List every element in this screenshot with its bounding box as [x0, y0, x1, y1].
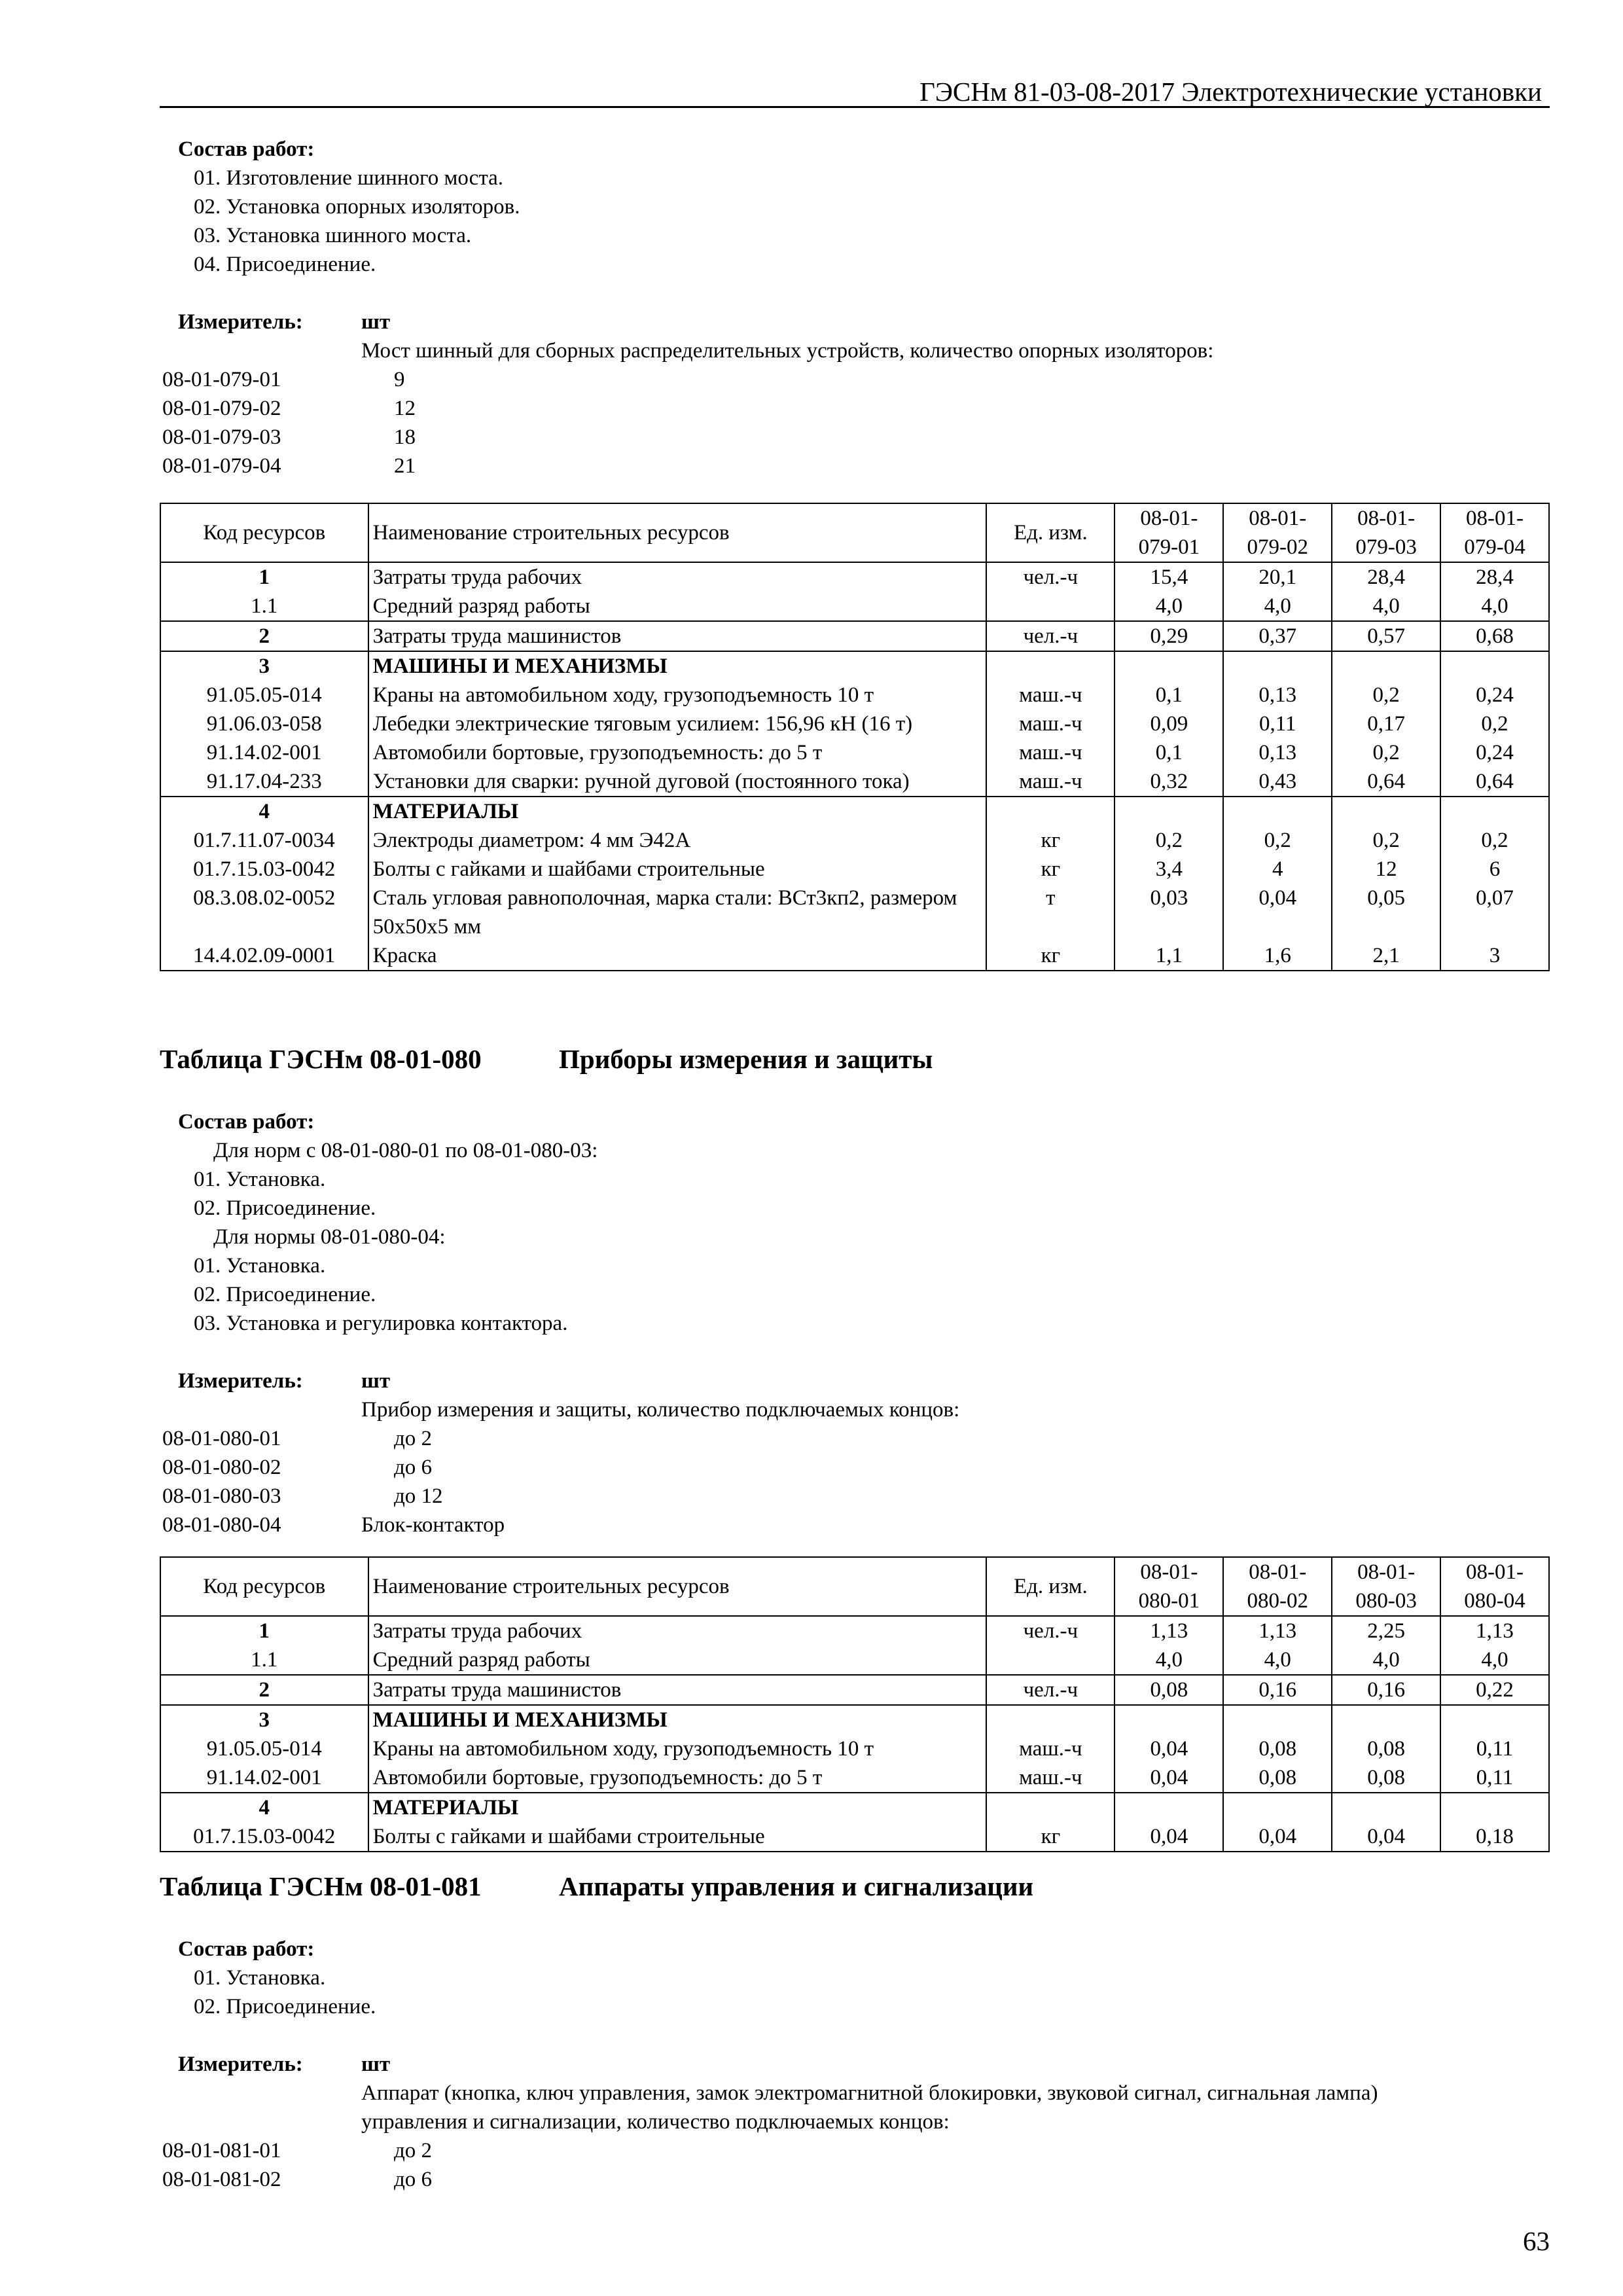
resource-name: МАТЕРИАЛЫ — [368, 1793, 987, 1822]
resource-unit: маш.-ч — [986, 738, 1115, 767]
resource-value: 4 — [1223, 855, 1332, 884]
work-item: 01. Изготовление шинного моста. — [194, 166, 504, 190]
resource-name: МАТЕРИАЛЫ — [368, 797, 987, 826]
resource-name: Средний разряд работы — [368, 592, 987, 621]
resource-value: 0,57 — [1332, 621, 1440, 651]
resource-value: 0,03 — [1115, 884, 1223, 941]
resource-name: Краска — [368, 941, 987, 971]
table-caption: Аппараты управления и сигнализации — [559, 1871, 1034, 1901]
resource-code: 1 — [160, 1616, 368, 1645]
header-name: Наименование строительных ресурсов — [368, 1557, 987, 1616]
norm-value: 21 — [394, 454, 416, 478]
resource-value — [1440, 651, 1549, 681]
resource-unit — [986, 592, 1115, 621]
work-item: 01. Установка. — [194, 1168, 326, 1191]
resource-value: 4,0 — [1332, 592, 1440, 621]
norm-code: 08-01-080-04 — [162, 1513, 281, 1537]
table-row — [160, 767, 1549, 797]
resource-value: 4,0 — [1440, 1645, 1549, 1675]
resource-value: 0,04 — [1115, 1763, 1223, 1793]
norm-value: до 6 — [394, 2168, 433, 2191]
resource-value: 1,1 — [1115, 941, 1223, 971]
resource-name: Краны на автомобильном ходу, грузоподъемность 10 т — [368, 1734, 987, 1763]
resource-name: Сталь угловая равнополочная, марка стали: ВСт3кп2, размером 50x50x5 мм — [368, 884, 987, 941]
resource-unit: чел.-ч — [986, 562, 1115, 592]
resource-value: 0,05 — [1332, 884, 1440, 941]
resource-value — [1332, 651, 1440, 681]
table-row — [160, 738, 1549, 767]
norm-code: 08-01-079-04 — [162, 454, 281, 478]
resource-value: 0,24 — [1440, 681, 1549, 709]
norm-value: 18 — [394, 425, 416, 449]
resource-value: 20,1 — [1223, 562, 1332, 592]
resource-value: 3 — [1440, 941, 1549, 971]
table-row — [160, 884, 1549, 941]
resource-value: 0,16 — [1223, 1675, 1332, 1705]
norm-value: до 2 — [394, 2139, 433, 2162]
resource-code: 1.1 — [160, 592, 368, 621]
meter-description: Аппарат (кнопка, ключ управления, замок электромагнитной блокировки, звуковой сигнал, сигнальная лампа) — [361, 2081, 1378, 2105]
resource-value — [1115, 651, 1223, 681]
table-row — [160, 1763, 1549, 1793]
resource-code: 1.1 — [160, 1645, 368, 1675]
resource-value: 0,64 — [1332, 767, 1440, 797]
table-row — [160, 855, 1549, 884]
norm-value: 9 — [394, 368, 405, 391]
work-item: 02. Присоединение. — [194, 1196, 376, 1220]
resource-code: 4 — [160, 1793, 368, 1822]
resource-value: 0,07 — [1440, 884, 1549, 941]
resource-value: 0,2 — [1115, 826, 1223, 855]
resource-name: Краны на автомобильном ходу, грузоподъемность 10 т — [368, 681, 987, 709]
resource-value: 0,04 — [1332, 1822, 1440, 1852]
meter-unit: шт — [361, 2053, 391, 2076]
table-row — [160, 1793, 1549, 1822]
work-item: 02. Присоединение. — [194, 1995, 376, 2018]
resource-value: 0,2 — [1332, 681, 1440, 709]
resource-value: 0,18 — [1440, 1822, 1549, 1852]
header-norm-column: 08-01- 079-02 — [1223, 503, 1332, 562]
resource-value: 1,13 — [1115, 1616, 1223, 1645]
resource-value: 0,16 — [1332, 1675, 1440, 1705]
resource-value: 15,4 — [1115, 562, 1223, 592]
resource-unit: чел.-ч — [986, 621, 1115, 651]
resource-value: 0,04 — [1223, 1822, 1332, 1852]
work-item: 04. Присоединение. — [194, 253, 376, 276]
resource-value: 1,13 — [1223, 1616, 1332, 1645]
table-title-080 — [160, 1043, 933, 1075]
meter-label: Измеритель: — [178, 1369, 303, 1393]
resource-value: 0,2 — [1332, 738, 1440, 767]
resource-unit: чел.-ч — [986, 1616, 1115, 1645]
resource-code: 01.7.15.03-0042 — [160, 1822, 368, 1852]
meter-label: Измеритель: — [178, 310, 303, 334]
meter-label: Измеритель: — [178, 2053, 303, 2076]
table-row — [160, 621, 1549, 651]
resource-value — [1223, 1793, 1332, 1822]
resource-value: 0,17 — [1332, 709, 1440, 738]
work-item: 03. Установка и регулировка контактора. — [194, 1312, 568, 1335]
norm-code: 08-01-079-02 — [162, 397, 281, 420]
header-code: Код ресурсов — [160, 503, 368, 562]
norm-code: 08-01-080-03 — [162, 1484, 281, 1508]
resource-unit: кг — [986, 826, 1115, 855]
resource-value: 4,0 — [1332, 1645, 1440, 1675]
table-row — [160, 1734, 1549, 1763]
resource-code: 91.14.02-001 — [160, 1763, 368, 1793]
resource-unit: маш.-ч — [986, 681, 1115, 709]
header-norm-column: 08-01- 080-02 — [1223, 1557, 1332, 1616]
header-unit: Ед. изм. — [986, 1557, 1115, 1616]
table-number: Таблица ГЭСНм 08-01-080 — [160, 1044, 482, 1074]
resource-value: 0,43 — [1223, 767, 1332, 797]
resource-value — [1332, 797, 1440, 826]
norm-value: до 6 — [394, 1456, 433, 1479]
resource-code: 91.05.05-014 — [160, 681, 368, 709]
norm-value: до 2 — [394, 1427, 433, 1450]
resource-value: 4,0 — [1115, 1645, 1223, 1675]
resource-unit — [986, 1705, 1115, 1734]
resource-value — [1223, 651, 1332, 681]
resource-code: 91.14.02-001 — [160, 738, 368, 767]
resource-value: 0,04 — [1223, 884, 1332, 941]
meter-unit: шт — [361, 1369, 391, 1393]
resource-value: 0,08 — [1223, 1763, 1332, 1793]
work-item: 03. Установка шинного моста. — [194, 224, 472, 247]
resource-value: 0,11 — [1223, 709, 1332, 738]
works-label: Состав работ: — [178, 137, 315, 161]
resource-code: 91.17.04-233 — [160, 767, 368, 797]
header-unit: Ед. изм. — [986, 503, 1115, 562]
meter-description: Прибор измерения и защиты, количество подключаемых концов: — [361, 1398, 960, 1422]
work-item: 02. Присоединение. — [194, 1283, 376, 1306]
table-row — [160, 1705, 1549, 1734]
resource-value: 28,4 — [1440, 562, 1549, 592]
resource-unit — [986, 651, 1115, 681]
resources-table-080 — [160, 1556, 1550, 1852]
resource-value: 0,24 — [1440, 738, 1549, 767]
table-row — [160, 592, 1549, 621]
work-item: 01. Установка. — [194, 1254, 326, 1278]
resource-value: 0,2 — [1440, 826, 1549, 855]
resource-value: 28,4 — [1332, 562, 1440, 592]
resource-value: 4,0 — [1440, 592, 1549, 621]
resource-value: 0,29 — [1115, 621, 1223, 651]
norm-value: до 12 — [394, 1484, 443, 1508]
resource-value: 0,08 — [1115, 1675, 1223, 1705]
table-row — [160, 651, 1549, 681]
work-item: Для норм с 08-01-080-01 по 08-01-080-03: — [213, 1139, 598, 1162]
resource-value: 0,68 — [1440, 621, 1549, 651]
resource-value: 0,2 — [1332, 826, 1440, 855]
resource-code: 1 — [160, 562, 368, 592]
norm-value: Блок-контактор — [361, 1513, 505, 1537]
works-label: Состав работ: — [178, 1937, 315, 1961]
resource-name: Автомобили бортовые, грузоподъемность: до 5 т — [368, 1763, 987, 1793]
resource-value: 2,25 — [1332, 1616, 1440, 1645]
resource-value: 0,64 — [1440, 767, 1549, 797]
resource-name: Средний разряд работы — [368, 1645, 987, 1675]
resource-value: 0,13 — [1223, 681, 1332, 709]
resources-table-079 — [160, 503, 1550, 971]
resource-value — [1223, 1705, 1332, 1734]
resource-value: 0,04 — [1115, 1822, 1223, 1852]
header-name: Наименование строительных ресурсов — [368, 503, 987, 562]
resource-value: 3,4 — [1115, 855, 1223, 884]
resource-name: МАШИНЫ И МЕХАНИЗМЫ — [368, 1705, 987, 1734]
norm-code: 08-01-079-03 — [162, 425, 281, 449]
resource-name: МАШИНЫ И МЕХАНИЗМЫ — [368, 651, 987, 681]
resource-value — [1440, 797, 1549, 826]
resource-value: 6 — [1440, 855, 1549, 884]
resource-unit: маш.-ч — [986, 1734, 1115, 1763]
resource-value: 4,0 — [1223, 592, 1332, 621]
norm-code: 08-01-081-01 — [162, 2139, 281, 2162]
resource-code: 01.7.15.03-0042 — [160, 855, 368, 884]
header-norm-column: 08-01- 080-03 — [1332, 1557, 1440, 1616]
norm-code: 08-01-081-02 — [162, 2168, 281, 2191]
norm-code: 08-01-080-02 — [162, 1456, 281, 1479]
table-caption: Приборы измерения и защиты — [559, 1044, 933, 1074]
resource-unit: чел.-ч — [986, 1675, 1115, 1705]
table-row — [160, 941, 1549, 971]
resource-value: 0,08 — [1332, 1734, 1440, 1763]
resource-name: Установки для сварки: ручной дуговой (постоянного тока) — [368, 767, 987, 797]
resource-name: Электроды диаметром: 4 мм Э42А — [368, 826, 987, 855]
resource-value: 0,1 — [1115, 681, 1223, 709]
resource-name: Болты с гайками и шайбами строительные — [368, 855, 987, 884]
table-row — [160, 797, 1549, 826]
resource-code: 2 — [160, 621, 368, 651]
table-header-row — [160, 503, 1549, 562]
resource-value — [1115, 1705, 1223, 1734]
resource-code: 08.3.08.02-0052 — [160, 884, 368, 941]
table-row — [160, 562, 1549, 592]
running-header — [160, 75, 1550, 108]
resource-value: 4,0 — [1115, 592, 1223, 621]
resource-name: Болты с гайками и шайбами строительные — [368, 1822, 987, 1852]
resource-name: Лебедки электрические тяговым усилием: 156,96 кН (16 т) — [368, 709, 987, 738]
resource-value: 0,13 — [1223, 738, 1332, 767]
resource-code: 3 — [160, 1705, 368, 1734]
resource-name: Затраты труда машинистов — [368, 1675, 987, 1705]
resource-value — [1440, 1705, 1549, 1734]
resource-unit — [986, 797, 1115, 826]
table-header-row — [160, 1557, 1549, 1616]
resource-value — [1223, 797, 1332, 826]
works-label: Состав работ: — [178, 1110, 315, 1134]
norm-code: 08-01-079-01 — [162, 368, 281, 391]
table-row — [160, 681, 1549, 709]
work-item: Для нормы 08-01-080-04: — [213, 1225, 446, 1249]
header-title: ГЭСНм 81-03-08-2017 Электротехнические установки — [919, 77, 1542, 107]
table-title-081 — [160, 1871, 1033, 1902]
resource-code: 2 — [160, 1675, 368, 1705]
meter-description: Мост шинный для сборных распределительных устройств, количество опорных изоляторов: — [361, 339, 1214, 363]
work-item: 02. Установка опорных изоляторов. — [194, 195, 520, 219]
header-norm-column: 08-01- 080-01 — [1115, 1557, 1223, 1616]
resource-value: 4,0 — [1223, 1645, 1332, 1675]
resource-value: 1,13 — [1440, 1616, 1549, 1645]
table-row — [160, 709, 1549, 738]
header-norm-column: 08-01- 080-04 — [1440, 1557, 1549, 1616]
resource-value: 0,11 — [1440, 1734, 1549, 1763]
resource-name: Затраты труда машинистов — [368, 621, 987, 651]
resource-value — [1115, 1793, 1223, 1822]
resource-value: 0,37 — [1223, 621, 1332, 651]
resource-value — [1440, 1793, 1549, 1822]
resource-unit — [986, 1793, 1115, 1822]
resource-value: 0,1 — [1115, 738, 1223, 767]
resource-unit: кг — [986, 1822, 1115, 1852]
header-norm-column: 08-01- 079-01 — [1115, 503, 1223, 562]
resource-value: 0,2 — [1223, 826, 1332, 855]
resource-value: 0,11 — [1440, 1763, 1549, 1793]
resource-code: 4 — [160, 797, 368, 826]
resource-value: 2,1 — [1332, 941, 1440, 971]
page-number: 63 — [1523, 2226, 1550, 2256]
resource-value: 0,32 — [1115, 767, 1223, 797]
header-norm-column: 08-01- 079-04 — [1440, 503, 1549, 562]
resource-value: 0,2 — [1440, 709, 1549, 738]
resource-code: 14.4.02.09-0001 — [160, 941, 368, 971]
table-row — [160, 1616, 1549, 1645]
resource-unit: маш.-ч — [986, 1763, 1115, 1793]
norm-code: 08-01-080-01 — [162, 1427, 281, 1450]
resource-unit: кг — [986, 941, 1115, 971]
resource-unit: маш.-ч — [986, 767, 1115, 797]
meter-description: управления и сигнализации, количество подключаемых концов: — [361, 2110, 950, 2134]
resource-value: 0,09 — [1115, 709, 1223, 738]
resource-code: 01.7.11.07-0034 — [160, 826, 368, 855]
resource-unit: кг — [986, 855, 1115, 884]
resource-value — [1332, 1705, 1440, 1734]
resource-name: Автомобили бортовые, грузоподъемность: до 5 т — [368, 738, 987, 767]
norm-value: 12 — [394, 397, 416, 420]
resource-value: 12 — [1332, 855, 1440, 884]
table-row — [160, 1675, 1549, 1705]
resource-code: 91.06.03-058 — [160, 709, 368, 738]
table-row — [160, 826, 1549, 855]
resource-unit: т — [986, 884, 1115, 941]
meter-unit: шт — [361, 310, 391, 334]
resource-value: 0,08 — [1332, 1763, 1440, 1793]
table-row — [160, 1822, 1549, 1852]
resource-value: 0,08 — [1223, 1734, 1332, 1763]
resource-code: 91.05.05-014 — [160, 1734, 368, 1763]
resource-value: 0,04 — [1115, 1734, 1223, 1763]
resource-value: 0,22 — [1440, 1675, 1549, 1705]
resource-value: 1,6 — [1223, 941, 1332, 971]
work-item: 01. Установка. — [194, 1966, 326, 1990]
table-row — [160, 1645, 1549, 1675]
resource-unit — [986, 1645, 1115, 1675]
resource-value — [1115, 797, 1223, 826]
resource-unit: маш.-ч — [986, 709, 1115, 738]
resource-code: 3 — [160, 651, 368, 681]
resource-value — [1332, 1793, 1440, 1822]
table-number: Таблица ГЭСНм 08-01-081 — [160, 1871, 482, 1901]
resource-name: Затраты труда рабочих — [368, 1616, 987, 1645]
header-code: Код ресурсов — [160, 1557, 368, 1616]
resource-name: Затраты труда рабочих — [368, 562, 987, 592]
header-norm-column: 08-01- 079-03 — [1332, 503, 1440, 562]
